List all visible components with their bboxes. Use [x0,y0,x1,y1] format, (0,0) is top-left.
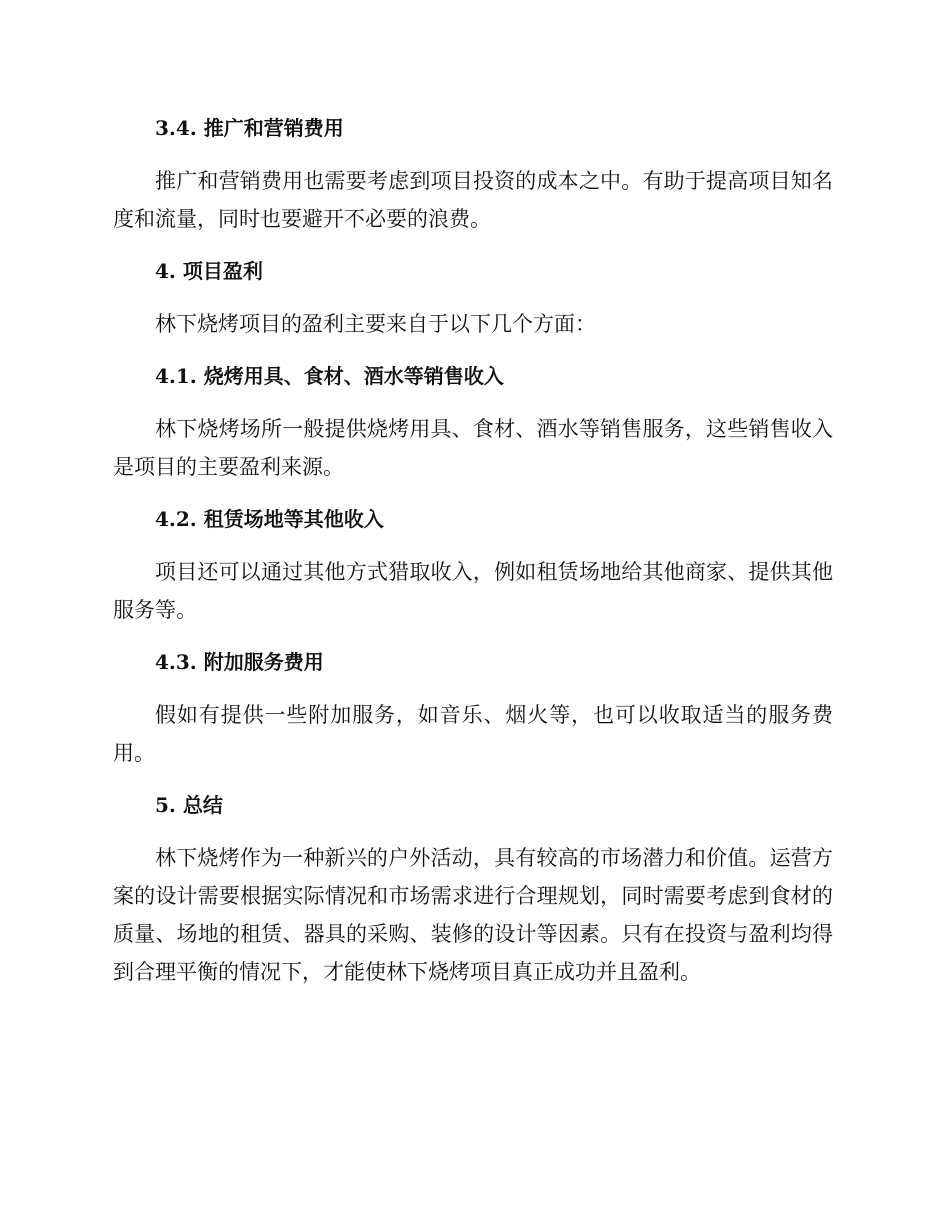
section-heading-4-2: 4.2. 租赁场地等其他收入 [155,507,384,531]
paragraph-profit-intro: 林下烧烤项目的盈利主要来自于以下几个方面： [155,312,596,336]
section-heading-3-4: 3.4. 推广和营销费用 [155,116,344,140]
document-body [113,112,833,1008]
section-heading-4-3: 4.3. 附加服务费用 [155,650,324,674]
section-heading-4: 4. 项目盈利 [155,259,263,283]
paragraph-sales-income: 林下烧烤场所一般提供烧烤用具、食材、酒水等销售服务，这些销售收入是项目的主要盈利来源。 [113,417,833,479]
paragraph-extra-service: 假如有提供一些附加服务，如音乐、烟火等，也可以收取适当的服务费用。 [113,703,833,765]
paragraph-rental-income: 项目还可以通过其他方式猎取收入，例如租赁场地给其他商家、提供其他服务等。 [113,560,833,622]
paragraph-marketing-cost: 推广和营销费用也需要考虑到项目投资的成本之中。有助于提高项目知名度和流量，同时也要避开不必要的浪费。 [113,169,833,231]
paragraph-summary: 林下烧烤作为一种新兴的户外活动，具有较高的市场潜力和价值。运营方案的设计需要根据实际情况和市场需求进行合理规划，同时需要考虑到食材的质量、场地的租赁、器具的采购、装修的设计等因素。只有在投资与盈利均得到合理平衡的情况下，才能使林下烧烤项目真正成功并且盈利。 [113,846,833,984]
section-heading-5: 5. 总结 [155,793,223,817]
section-heading-4-1: 4.1. 烧烤用具、食材、酒水等销售收入 [155,364,504,388]
